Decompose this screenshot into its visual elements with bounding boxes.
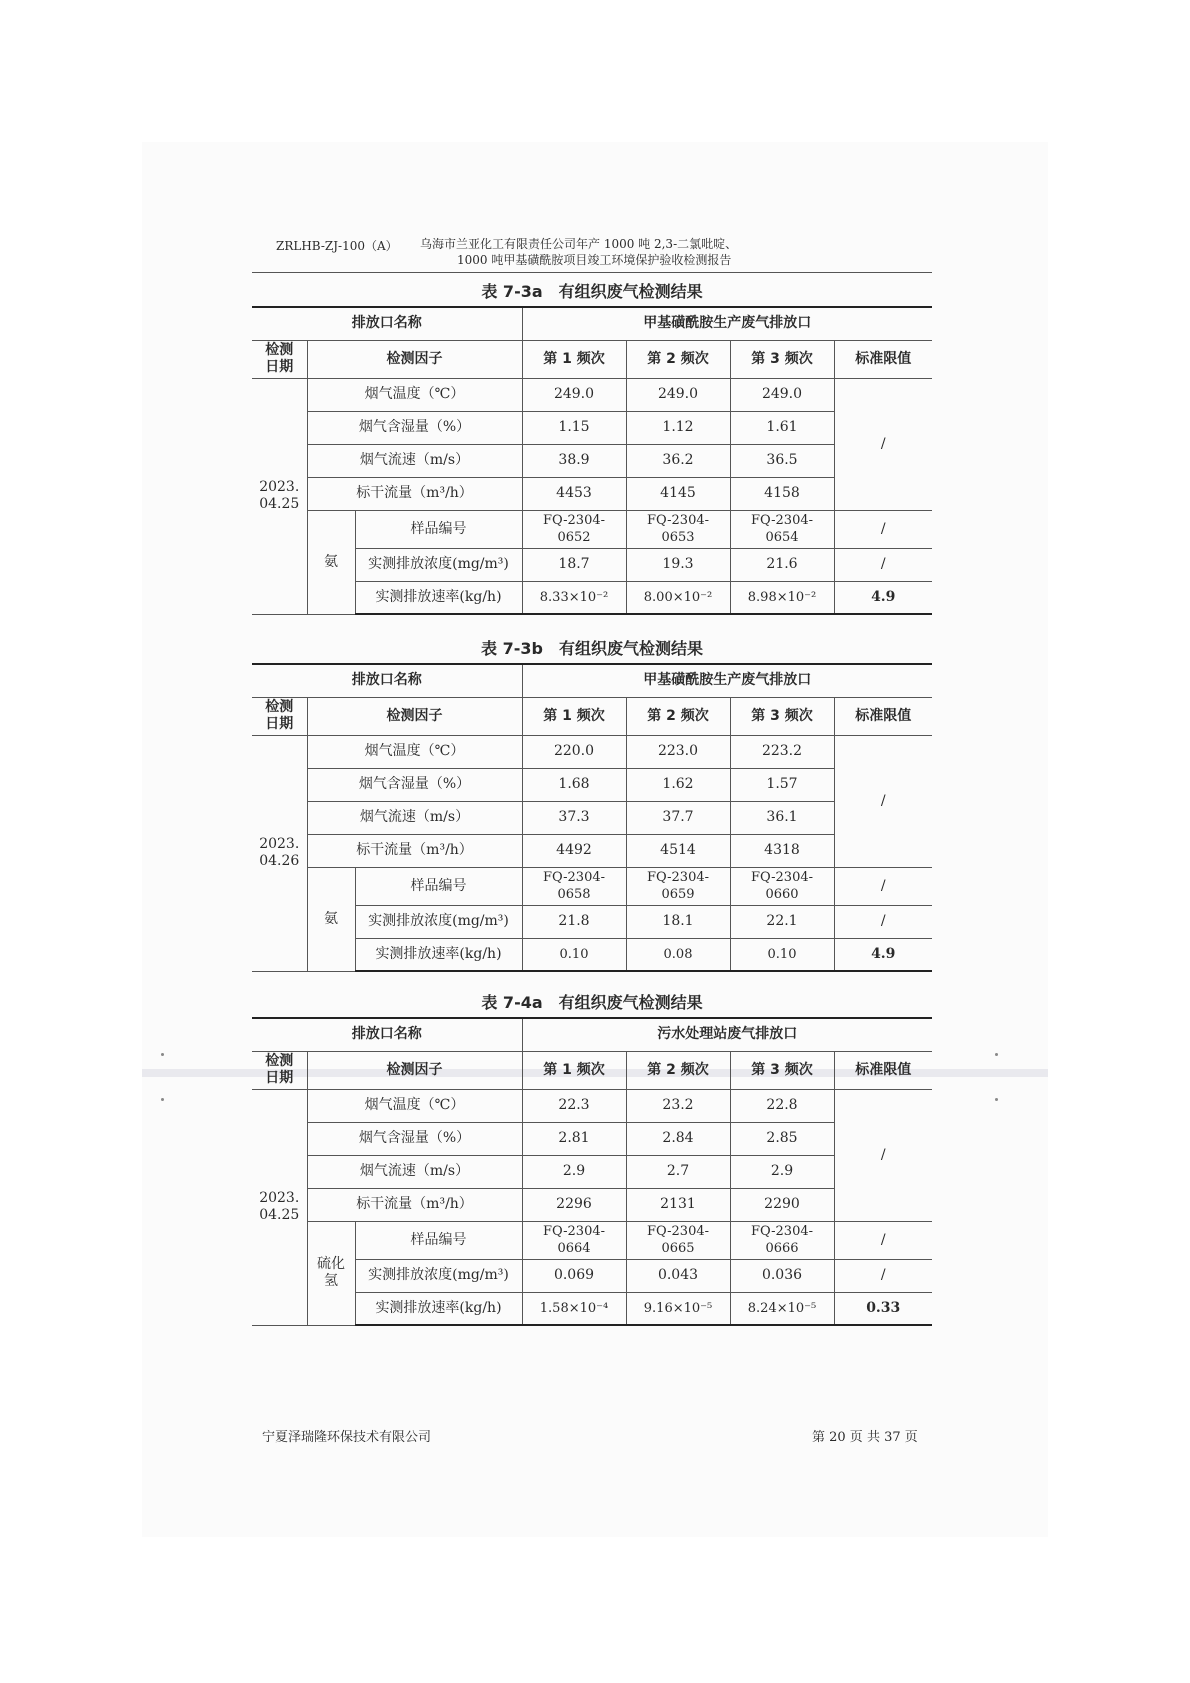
value-cell: 2.81 (522, 1122, 626, 1155)
value-cell: 18.7 (522, 548, 626, 581)
value-cell: 36.1 (730, 801, 834, 834)
value-cell: 0.08 (626, 938, 730, 971)
value-cell: 1.12 (626, 411, 730, 444)
sample-id-cell: FQ-2304- 0659 (626, 867, 730, 905)
table-row (252, 735, 932, 768)
value-cell: 4492 (522, 834, 626, 867)
table-row (252, 378, 932, 411)
value-cell: 223.0 (626, 735, 730, 768)
footer-company: 宁夏泽瑞隆环保技术有限公司 (262, 1430, 432, 1445)
factor-cell: 烟气温度（℃） (307, 378, 522, 411)
value-cell: 220.0 (522, 735, 626, 768)
factor-cell: 烟气流速（m/s） (307, 801, 522, 834)
header-row (252, 1051, 932, 1089)
value-cell: 4453 (522, 477, 626, 510)
pollutant-cell: 硫化 氢 (307, 1221, 355, 1325)
outlet-label: 排放口名称 (252, 1018, 522, 1051)
date-header: 检测 日期 (252, 340, 307, 378)
factor-cell: 标干流量（m³/h） (307, 834, 522, 867)
value-cell: 2.9 (730, 1155, 834, 1188)
value-cell: 249.0 (730, 378, 834, 411)
outlet-row (252, 664, 932, 697)
date-cell: 2023. 04.25 (252, 1089, 307, 1325)
limit-cell: 4.9 (834, 938, 932, 971)
sample-label: 样品编号 (355, 1221, 522, 1259)
factor-cell: 烟气流速（m/s） (307, 444, 522, 477)
table-row (252, 1155, 932, 1188)
limit-cell: / (834, 867, 932, 905)
frequency-header: 第 2 频次 (626, 340, 730, 378)
value-cell: 1.61 (730, 411, 834, 444)
value-cell: 0.10 (522, 938, 626, 971)
sample-id-cell: FQ-2304- 0654 (730, 510, 834, 548)
value-cell: 0.036 (730, 1259, 834, 1292)
frequency-header: 第 2 频次 (626, 697, 730, 735)
limit-cell: / (834, 905, 932, 938)
value-cell: 4514 (626, 834, 730, 867)
value-cell: 4318 (730, 834, 834, 867)
date-cell: 2023. 04.25 (252, 378, 307, 614)
table-caption: 表 7-3b 有组织废气检测结果 (481, 639, 703, 658)
factor-header: 检测因子 (307, 697, 522, 735)
limit-cell: / (834, 735, 932, 867)
frequency-header: 第 3 频次 (730, 697, 834, 735)
outlet-row (252, 1018, 932, 1051)
header-row (252, 697, 932, 735)
outlet-name: 甲基磺酰胺生产废气排放口 (522, 307, 932, 340)
limit-cell: / (834, 1221, 932, 1259)
outlet-name: 甲基磺酰胺生产废气排放口 (522, 664, 932, 697)
limit-cell: / (834, 378, 932, 510)
factor-cell: 烟气温度（℃） (307, 735, 522, 768)
value-cell: 38.9 (522, 444, 626, 477)
header-row (252, 340, 932, 378)
outlet-row (252, 307, 932, 340)
value-cell: 2131 (626, 1188, 730, 1221)
table-row (252, 1188, 932, 1221)
concentration-label: 实测排放浓度(mg/m³) (355, 1259, 522, 1292)
value-cell: 2.7 (626, 1155, 730, 1188)
value-cell: 22.1 (730, 905, 834, 938)
value-cell: 22.8 (730, 1089, 834, 1122)
value-cell: 0.10 (730, 938, 834, 971)
value-cell: 1.58×10⁻⁴ (522, 1292, 626, 1325)
factor-cell: 烟气含湿量（%） (307, 768, 522, 801)
value-cell: 1.57 (730, 768, 834, 801)
frequency-header: 第 1 频次 (522, 340, 626, 378)
footer-page-number: 第 20 页 共 37 页 (812, 1430, 918, 1445)
value-cell: 249.0 (522, 378, 626, 411)
date-header: 检测 日期 (252, 1051, 307, 1089)
rate-label: 实测排放速率(kg/h) (355, 1292, 522, 1325)
factor-cell: 烟气温度（℃） (307, 1089, 522, 1122)
value-cell: 2296 (522, 1188, 626, 1221)
value-cell: 249.0 (626, 378, 730, 411)
sample-id-cell: FQ-2304- 0653 (626, 510, 730, 548)
sample-id-cell: FQ-2304- 0660 (730, 867, 834, 905)
value-cell: 8.98×10⁻² (730, 581, 834, 614)
report-title-line-1: 乌海市兰亚化工有限责任公司年产 1000 吨 2,3-二氯吡啶、 (420, 237, 738, 251)
sample-label: 样品编号 (355, 510, 522, 548)
sample-id-cell: FQ-2304- 0664 (522, 1221, 626, 1259)
sample-label: 样品编号 (355, 867, 522, 905)
value-cell: 22.3 (522, 1089, 626, 1122)
pollutant-cell: 氨 (307, 510, 355, 614)
sample-row (252, 867, 932, 905)
factor-cell: 标干流量（m³/h） (307, 1188, 522, 1221)
table-row (252, 444, 932, 477)
value-cell: 0.043 (626, 1259, 730, 1292)
table-row (252, 834, 932, 867)
value-cell: 18.1 (626, 905, 730, 938)
value-cell: 4145 (626, 477, 730, 510)
value-cell: 21.6 (730, 548, 834, 581)
frequency-header: 第 3 频次 (730, 1051, 834, 1089)
frequency-header: 第 3 频次 (730, 340, 834, 378)
factor-cell: 烟气含湿量（%） (307, 411, 522, 444)
rate-label: 实测排放速率(kg/h) (355, 938, 522, 971)
value-cell: 8.33×10⁻² (522, 581, 626, 614)
date-header: 检测 日期 (252, 697, 307, 735)
table-row (252, 411, 932, 444)
sample-id-cell: FQ-2304- 0666 (730, 1221, 834, 1259)
limit-cell: 4.9 (834, 581, 932, 614)
sample-id-cell: FQ-2304- 0652 (522, 510, 626, 548)
table-row (252, 477, 932, 510)
value-cell: 2.84 (626, 1122, 730, 1155)
limit-cell: 0.33 (834, 1292, 932, 1325)
value-cell: 9.16×10⁻⁵ (626, 1292, 730, 1325)
table-row (252, 768, 932, 801)
concentration-label: 实测排放浓度(mg/m³) (355, 905, 522, 938)
value-cell: 1.62 (626, 768, 730, 801)
results-table (252, 1017, 932, 1326)
scan-speck (995, 1098, 998, 1101)
limit-cell: / (834, 510, 932, 548)
limit-cell: / (834, 1089, 932, 1221)
pollutant-cell: 氨 (307, 867, 355, 971)
value-cell: 23.2 (626, 1089, 730, 1122)
value-cell: 4158 (730, 477, 834, 510)
factor-cell: 烟气含湿量（%） (307, 1122, 522, 1155)
value-cell: 1.15 (522, 411, 626, 444)
limit-header: 标准限值 (834, 340, 932, 378)
outlet-label: 排放口名称 (252, 664, 522, 697)
value-cell: 37.3 (522, 801, 626, 834)
header-rule (252, 272, 932, 273)
factor-header: 检测因子 (307, 340, 522, 378)
value-cell: 2.85 (730, 1122, 834, 1155)
value-cell: 21.8 (522, 905, 626, 938)
limit-cell: / (834, 1259, 932, 1292)
frequency-header: 第 2 频次 (626, 1051, 730, 1089)
value-cell: 8.00×10⁻² (626, 581, 730, 614)
factor-cell: 烟气流速（m/s） (307, 1155, 522, 1188)
concentration-label: 实测排放浓度(mg/m³) (355, 548, 522, 581)
document-code: ZRLHB-ZJ-100（A） (276, 239, 398, 253)
report-title (420, 236, 870, 268)
value-cell: 36.5 (730, 444, 834, 477)
value-cell: 223.2 (730, 735, 834, 768)
table-row (252, 1089, 932, 1122)
limit-cell: / (834, 548, 932, 581)
table-caption: 表 7-4a 有组织废气检测结果 (481, 993, 703, 1012)
outlet-name: 污水处理站废气排放口 (522, 1018, 932, 1051)
rate-label: 实测排放速率(kg/h) (355, 581, 522, 614)
value-cell: 19.3 (626, 548, 730, 581)
value-cell: 36.2 (626, 444, 730, 477)
scan-speck (161, 1053, 164, 1056)
limit-header: 标准限值 (834, 697, 932, 735)
table-row (252, 1122, 932, 1155)
value-cell: 2290 (730, 1188, 834, 1221)
value-cell: 2.9 (522, 1155, 626, 1188)
value-cell: 8.24×10⁻⁵ (730, 1292, 834, 1325)
table-row (252, 801, 932, 834)
results-table (252, 663, 932, 972)
sample-id-cell: FQ-2304- 0665 (626, 1221, 730, 1259)
frequency-header: 第 1 频次 (522, 1051, 626, 1089)
date-cell: 2023. 04.26 (252, 735, 307, 971)
factor-cell: 标干流量（m³/h） (307, 477, 522, 510)
sample-row (252, 1221, 932, 1259)
table-caption: 表 7-3a 有组织废气检测结果 (481, 282, 703, 301)
sample-row (252, 510, 932, 548)
frequency-header: 第 1 频次 (522, 697, 626, 735)
sample-id-cell: FQ-2304- 0658 (522, 867, 626, 905)
value-cell: 37.7 (626, 801, 730, 834)
value-cell: 0.069 (522, 1259, 626, 1292)
outlet-label: 排放口名称 (252, 307, 522, 340)
scan-speck (995, 1053, 998, 1056)
factor-header: 检测因子 (307, 1051, 522, 1089)
report-title-line-2: 1000 吨甲基磺酰胺项目竣工环境保护验收检测报告 (457, 253, 732, 267)
scan-speck (161, 1098, 164, 1101)
value-cell: 1.68 (522, 768, 626, 801)
results-table (252, 306, 932, 615)
limit-header: 标准限值 (834, 1051, 932, 1089)
